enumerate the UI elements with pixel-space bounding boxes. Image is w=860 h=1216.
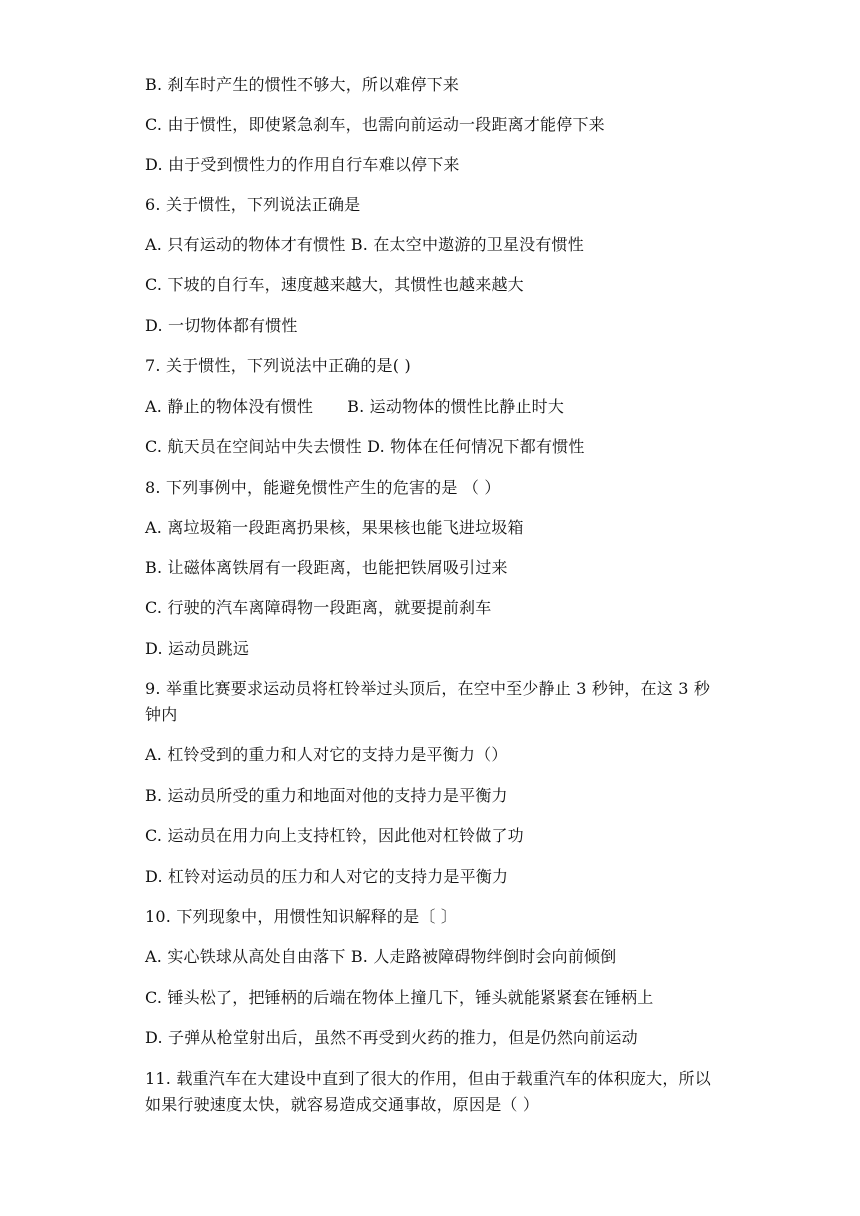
q5-option-d: D. 由于受到惯性力的作用自行车难以停下来: [145, 155, 460, 174]
q7-option-b: B. 运动物体的惯性比静止时大: [347, 397, 565, 416]
q6-options-ab: A. 只有运动的物体才有惯性 B. 在太空中遨游的卫星没有惯性: [145, 235, 584, 254]
q6-option-d: D. 一切物体都有惯性: [145, 316, 298, 335]
q5-option-b: B. 刹车时产生的惯性不够大，所以难停下来: [145, 75, 460, 94]
q7-options-cd: C. 航天员在空间站中失去惯性 D. 物体在任何情况下都有惯性: [145, 437, 585, 456]
q7-option-a: A. 静止的物体没有惯性: [145, 397, 314, 416]
q9-option-c: C. 运动员在用力向上支持杠铃，因此他对杠铃做了功: [145, 826, 524, 845]
q7-options-ab: [145, 395, 725, 419]
question-7: 7. 关于惯性，下列说法中正确的是( ): [145, 356, 411, 375]
question-11: 11. 载重汽车在大建设中直到了很大的作用，但由于载重汽车的体积庞大，所以如果行驶速度太快，就容易造成交通事故，原因是（ ）: [145, 1069, 711, 1114]
question-6: 6. 关于惯性，下列说法正确是: [145, 195, 361, 214]
q9-option-a: A. 杠铃受到的重力和人对它的支持力是平衡力（）: [145, 745, 508, 764]
q8-option-a: A. 离垃圾箱一段距离扔果核，果果核也能飞进垃圾箱: [145, 518, 524, 537]
question-10: 10. 下列现象中，用惯性知识解释的是〔 〕: [145, 907, 458, 926]
q8-option-c: C. 行驶的汽车离障碍物一段距离，就要提前刹车: [145, 598, 492, 617]
q8-option-d: D. 运动员跳远: [145, 639, 250, 658]
q5-option-c: C. 由于惯性，即使紧急刹车，也需向前运动一段距离才能停下来: [145, 115, 605, 134]
q9-option-d: D. 杠铃对运动员的压力和人对它的支持力是平衡力: [145, 867, 509, 886]
q9-option-b: B. 运动员所受的重力和地面对他的支持力是平衡力: [145, 786, 508, 805]
q6-option-c: C. 下坡的自行车，速度越来越大，其惯性也越来越大: [145, 275, 524, 294]
q10-options-ab: A. 实心铁球从高处自由落下 B. 人走路被障碍物绊倒时会向前倾倒: [145, 947, 617, 966]
q10-option-d: D. 子弹从枪堂射出后，虽然不再受到火药的推力，但是仍然向前运动: [145, 1028, 638, 1047]
question-9: 9. 举重比赛要求运动员将杠铃举过头顶后，在空中至少静止 3 秒钟，在这 3 秒钟内: [145, 679, 711, 724]
question-8: 8. 下列事例中，能避免惯性产生的危害的是 （ ）: [145, 478, 501, 497]
q8-option-b: B. 让磁体离铁屑有一段距离，也能把铁屑吸引过来: [145, 558, 508, 577]
q10-option-c: C. 锤头松了，把锤柄的后端在物体上撞几下，锤头就能紧紧套在锤柄上: [145, 988, 654, 1007]
